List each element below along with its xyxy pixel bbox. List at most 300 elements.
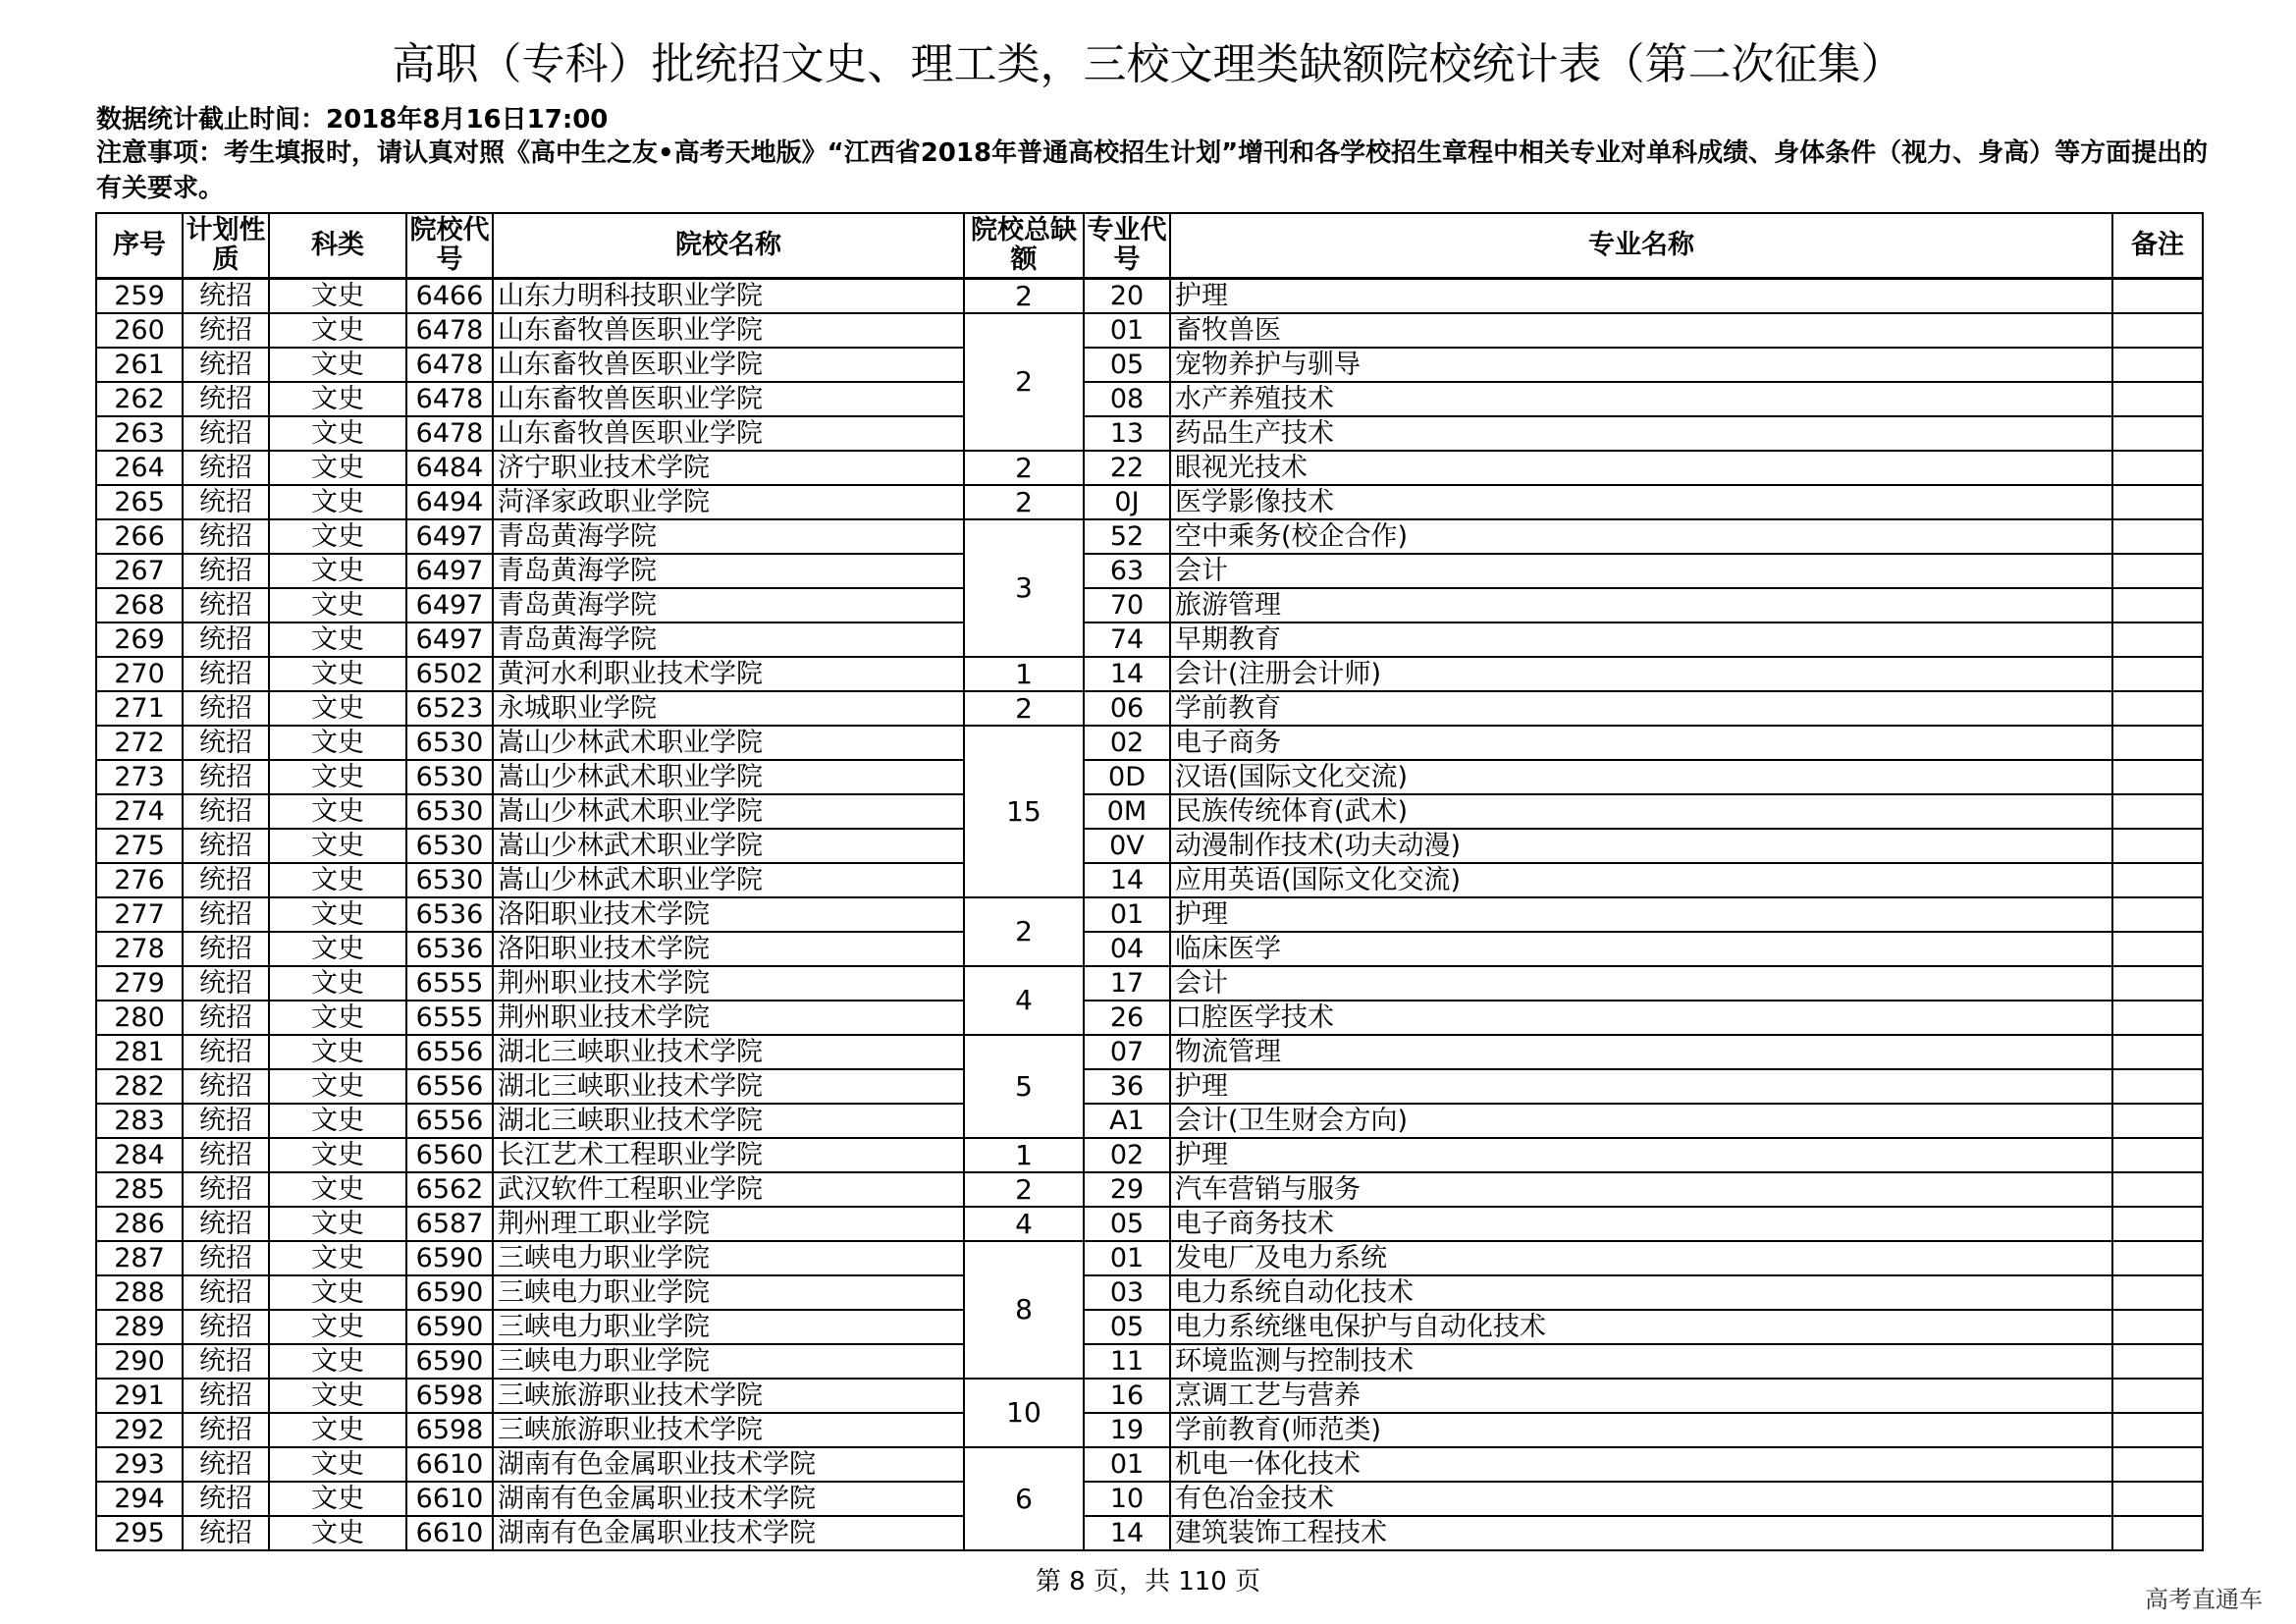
school-code: 6502 — [406, 657, 493, 691]
subject-category: 文史 — [269, 554, 406, 588]
school-total-shortfall: 2 — [964, 485, 1084, 519]
major-name: 医学影像技术 — [1170, 485, 2112, 519]
remarks-cell — [2112, 657, 2203, 691]
major-name: 空中乘务(校企合作) — [1170, 519, 2112, 554]
row-number: 270 — [96, 657, 183, 691]
school-name: 三峡电力职业学院 — [493, 1344, 964, 1379]
subject-category: 文史 — [269, 416, 406, 451]
header-cell: 院校名称 — [493, 213, 964, 279]
row-number: 279 — [96, 966, 183, 1001]
remarks-cell — [2112, 1241, 2203, 1275]
plan-type: 统招 — [183, 451, 269, 485]
subject-category: 文史 — [269, 1310, 406, 1344]
plan-type: 统招 — [183, 416, 269, 451]
school-name: 嵩山少林武术职业学院 — [493, 726, 964, 760]
watermark: 高考直通车 — [2145, 1586, 2263, 1613]
row-number: 284 — [96, 1138, 183, 1172]
shortfall-table — [95, 212, 2204, 1551]
plan-type: 统招 — [183, 932, 269, 966]
major-code: 02 — [1084, 1138, 1170, 1172]
plan-type: 统招 — [183, 863, 269, 897]
major-code: 14 — [1084, 863, 1170, 897]
table-row — [96, 1379, 2203, 1413]
school-total-shortfall: 5 — [964, 1035, 1084, 1138]
major-code: 20 — [1084, 279, 1170, 314]
subject-category: 文史 — [269, 588, 406, 623]
school-total-shortfall: 2 — [964, 897, 1084, 966]
major-code: 05 — [1084, 1310, 1170, 1344]
major-name: 物流管理 — [1170, 1035, 2112, 1069]
row-number: 280 — [96, 1001, 183, 1035]
row-number: 272 — [96, 726, 183, 760]
remarks-cell — [2112, 1275, 2203, 1310]
subject-category: 文史 — [269, 279, 406, 314]
major-name: 护理 — [1170, 897, 2112, 932]
remarks-cell — [2112, 1069, 2203, 1104]
row-number: 285 — [96, 1172, 183, 1207]
major-code: 05 — [1084, 1207, 1170, 1241]
header-cell: 科类 — [269, 213, 406, 279]
school-name: 山东畜牧兽医职业学院 — [493, 313, 964, 348]
major-code: 19 — [1084, 1413, 1170, 1447]
subject-category: 文史 — [269, 1207, 406, 1241]
subject-category: 文史 — [269, 657, 406, 691]
school-name: 荆州理工职业学院 — [493, 1207, 964, 1241]
subject-category: 文史 — [269, 313, 406, 348]
plan-type: 统招 — [183, 1275, 269, 1310]
major-code: 06 — [1084, 691, 1170, 726]
remarks-cell — [2112, 348, 2203, 382]
remarks-cell — [2112, 1344, 2203, 1379]
major-name: 旅游管理 — [1170, 588, 2112, 623]
table-row — [96, 313, 2203, 348]
table-row — [96, 1069, 2203, 1104]
major-code: 08 — [1084, 382, 1170, 416]
row-number: 273 — [96, 760, 183, 794]
school-total-shortfall: 10 — [964, 1379, 1084, 1447]
subject-category: 文史 — [269, 1379, 406, 1413]
school-name: 青岛黄海学院 — [493, 519, 964, 554]
subject-category: 文史 — [269, 623, 406, 657]
major-code: 0D — [1084, 760, 1170, 794]
table-row — [96, 1310, 2203, 1344]
row-number: 287 — [96, 1241, 183, 1275]
major-name: 护理 — [1170, 1138, 2112, 1172]
major-name: 电子商务 — [1170, 726, 2112, 760]
major-name: 会计(卫生财会方向) — [1170, 1104, 2112, 1138]
table-row — [96, 1207, 2203, 1241]
header-cell: 专业名称 — [1170, 213, 2112, 279]
plan-type: 统招 — [183, 1069, 269, 1104]
plan-type: 统招 — [183, 966, 269, 1001]
school-code: 6556 — [406, 1035, 493, 1069]
major-name: 学前教育 — [1170, 691, 2112, 726]
subject-category: 文史 — [269, 1172, 406, 1207]
school-code: 6555 — [406, 1001, 493, 1035]
plan-type: 统招 — [183, 1310, 269, 1344]
school-code: 6497 — [406, 623, 493, 657]
major-name: 动漫制作技术(功夫动漫) — [1170, 829, 2112, 863]
major-code: 03 — [1084, 1275, 1170, 1310]
plan-type: 统招 — [183, 1035, 269, 1069]
school-name: 荆州职业技术学院 — [493, 966, 964, 1001]
table-row — [96, 1344, 2203, 1379]
major-code: 14 — [1084, 1516, 1170, 1550]
subject-category: 文史 — [269, 829, 406, 863]
remarks-cell — [2112, 932, 2203, 966]
school-name: 湖南有色金属职业技术学院 — [493, 1516, 964, 1550]
remarks-cell — [2112, 1207, 2203, 1241]
school-name: 永城职业学院 — [493, 691, 964, 726]
school-name: 武汉软件工程职业学院 — [493, 1172, 964, 1207]
school-name: 湖北三峡职业技术学院 — [493, 1104, 964, 1138]
table-row — [96, 1447, 2203, 1482]
school-name: 湖北三峡职业技术学院 — [493, 1069, 964, 1104]
major-name: 口腔医学技术 — [1170, 1001, 2112, 1035]
major-code: 01 — [1084, 1241, 1170, 1275]
school-code: 6536 — [406, 897, 493, 932]
school-code: 6497 — [406, 519, 493, 554]
major-code: 10 — [1084, 1482, 1170, 1516]
remarks-cell — [2112, 554, 2203, 588]
school-name: 济宁职业技术学院 — [493, 451, 964, 485]
school-code: 6497 — [406, 554, 493, 588]
major-name: 烹调工艺与营养 — [1170, 1379, 2112, 1413]
plan-type: 统招 — [183, 1344, 269, 1379]
row-number: 292 — [96, 1413, 183, 1447]
major-name: 汽车营销与服务 — [1170, 1172, 2112, 1207]
subject-category: 文史 — [269, 794, 406, 829]
major-code: 04 — [1084, 932, 1170, 966]
plan-type: 统招 — [183, 657, 269, 691]
school-name: 嵩山少林武术职业学院 — [493, 829, 964, 863]
major-code: 26 — [1084, 1001, 1170, 1035]
subject-category: 文史 — [269, 1344, 406, 1379]
major-code: 07 — [1084, 1035, 1170, 1069]
remarks-cell — [2112, 1482, 2203, 1516]
plan-type: 统招 — [183, 1172, 269, 1207]
table-row — [96, 416, 2203, 451]
school-code: 6590 — [406, 1241, 493, 1275]
row-number: 261 — [96, 348, 183, 382]
plan-type: 统招 — [183, 1138, 269, 1172]
school-name: 湖北三峡职业技术学院 — [493, 1035, 964, 1069]
major-code: 70 — [1084, 588, 1170, 623]
school-name: 三峡旅游职业技术学院 — [493, 1413, 964, 1447]
plan-type: 统招 — [183, 382, 269, 416]
plan-type: 统招 — [183, 348, 269, 382]
school-code: 6478 — [406, 382, 493, 416]
school-code: 6484 — [406, 451, 493, 485]
major-code: 17 — [1084, 966, 1170, 1001]
plan-type: 统招 — [183, 1241, 269, 1275]
plan-type: 统招 — [183, 760, 269, 794]
school-name: 湖南有色金属职业技术学院 — [493, 1482, 964, 1516]
table-row — [96, 794, 2203, 829]
subject-category: 文史 — [269, 760, 406, 794]
plan-type: 统招 — [183, 588, 269, 623]
subject-category: 文史 — [269, 1035, 406, 1069]
major-name: 水产养殖技术 — [1170, 382, 2112, 416]
school-code: 6530 — [406, 794, 493, 829]
major-name: 环境监测与控制技术 — [1170, 1344, 2112, 1379]
subject-category: 文史 — [269, 691, 406, 726]
subject-category: 文史 — [269, 1241, 406, 1275]
major-name: 早期教育 — [1170, 623, 2112, 657]
row-number: 268 — [96, 588, 183, 623]
row-number: 293 — [96, 1447, 183, 1482]
school-total-shortfall: 1 — [964, 657, 1084, 691]
subject-category: 文史 — [269, 863, 406, 897]
major-code: 11 — [1084, 1344, 1170, 1379]
school-code: 6598 — [406, 1379, 493, 1413]
school-code: 6590 — [406, 1275, 493, 1310]
table-row — [96, 451, 2203, 485]
subject-category: 文史 — [269, 519, 406, 554]
school-name: 湖南有色金属职业技术学院 — [493, 1447, 964, 1482]
row-number: 260 — [96, 313, 183, 348]
remarks-cell — [2112, 897, 2203, 932]
remarks-cell — [2112, 416, 2203, 451]
table-row — [96, 382, 2203, 416]
subject-category: 文史 — [269, 1482, 406, 1516]
school-code: 6466 — [406, 279, 493, 314]
school-code: 6598 — [406, 1413, 493, 1447]
table-row — [96, 1241, 2203, 1275]
plan-type: 统招 — [183, 691, 269, 726]
row-number: 295 — [96, 1516, 183, 1550]
row-number: 271 — [96, 691, 183, 726]
plan-type: 统招 — [183, 1413, 269, 1447]
row-number: 283 — [96, 1104, 183, 1138]
school-code: 6556 — [406, 1069, 493, 1104]
subject-category: 文史 — [269, 348, 406, 382]
remarks-cell — [2112, 1447, 2203, 1482]
plan-type: 统招 — [183, 1104, 269, 1138]
table-row — [96, 279, 2203, 314]
major-code: 74 — [1084, 623, 1170, 657]
school-total-shortfall: 15 — [964, 726, 1084, 897]
remarks-cell — [2112, 1138, 2203, 1172]
row-number: 263 — [96, 416, 183, 451]
subject-category: 文史 — [269, 485, 406, 519]
remarks-cell — [2112, 760, 2203, 794]
row-number: 294 — [96, 1482, 183, 1516]
plan-type: 统招 — [183, 485, 269, 519]
table-row — [96, 1035, 2203, 1069]
subject-category: 文史 — [269, 1069, 406, 1104]
major-name: 有色冶金技术 — [1170, 1482, 2112, 1516]
school-total-shortfall: 2 — [964, 279, 1084, 314]
remarks-cell — [2112, 1413, 2203, 1447]
header-cell: 专业代号 — [1084, 213, 1170, 279]
school-name: 青岛黄海学院 — [493, 588, 964, 623]
school-code: 6536 — [406, 932, 493, 966]
school-name: 三峡电力职业学院 — [493, 1241, 964, 1275]
row-number: 276 — [96, 863, 183, 897]
plan-type: 统招 — [183, 1207, 269, 1241]
major-name: 畜牧兽医 — [1170, 313, 2112, 348]
plan-type: 统招 — [183, 1001, 269, 1035]
major-code: 05 — [1084, 348, 1170, 382]
remarks-cell — [2112, 623, 2203, 657]
major-code: 14 — [1084, 657, 1170, 691]
school-code: 6610 — [406, 1447, 493, 1482]
subject-category: 文史 — [269, 1104, 406, 1138]
remarks-cell — [2112, 279, 2203, 314]
school-code: 6494 — [406, 485, 493, 519]
subject-category: 文史 — [269, 451, 406, 485]
table-row — [96, 588, 2203, 623]
row-number: 282 — [96, 1069, 183, 1104]
major-code: 0M — [1084, 794, 1170, 829]
row-number: 286 — [96, 1207, 183, 1241]
major-name: 会计(注册会计师) — [1170, 657, 2112, 691]
school-name: 嵩山少林武术职业学院 — [493, 760, 964, 794]
table-row — [96, 485, 2203, 519]
table-row — [96, 897, 2203, 932]
plan-type: 统招 — [183, 1379, 269, 1413]
school-code: 6478 — [406, 348, 493, 382]
subject-category: 文史 — [269, 932, 406, 966]
plan-type: 统招 — [183, 829, 269, 863]
plan-type: 统招 — [183, 313, 269, 348]
table-row — [96, 554, 2203, 588]
school-total-shortfall: 4 — [964, 966, 1084, 1035]
row-number: 291 — [96, 1379, 183, 1413]
remarks-cell — [2112, 863, 2203, 897]
row-number: 277 — [96, 897, 183, 932]
header-cell: 院校总缺额 — [964, 213, 1084, 279]
major-code: 02 — [1084, 726, 1170, 760]
notes: 注意事项：考生填报时，请认真对照《高中生之友•高考天地版》“江西省2018年普通高校招生计划”增刊和各学校招生章程中相关专业对单科成绩、身体条件（视力、身高）等方面提出的有关要求。 — [96, 138, 2209, 203]
plan-type: 统招 — [183, 554, 269, 588]
school-name: 菏泽家政职业学院 — [493, 485, 964, 519]
table-row — [96, 863, 2203, 897]
major-code: 0J — [1084, 485, 1170, 519]
school-total-shortfall: 3 — [964, 519, 1084, 657]
table-row — [96, 691, 2203, 726]
major-name: 电力系统继电保护与自动化技术 — [1170, 1310, 2112, 1344]
major-name: 会计 — [1170, 554, 2112, 588]
subject-category: 文史 — [269, 1413, 406, 1447]
row-number: 269 — [96, 623, 183, 657]
remarks-cell — [2112, 829, 2203, 863]
row-number: 288 — [96, 1275, 183, 1310]
subject-category: 文史 — [269, 1275, 406, 1310]
remarks-cell — [2112, 966, 2203, 1001]
table-row — [96, 1275, 2203, 1310]
school-total-shortfall: 2 — [964, 1172, 1084, 1207]
subject-category: 文史 — [269, 1516, 406, 1550]
school-total-shortfall: 1 — [964, 1138, 1084, 1172]
remarks-cell — [2112, 313, 2203, 348]
subject-category: 文史 — [269, 1447, 406, 1482]
remarks-cell — [2112, 485, 2203, 519]
major-code: 13 — [1084, 416, 1170, 451]
remarks-cell — [2112, 726, 2203, 760]
remarks-cell — [2112, 588, 2203, 623]
header-cell: 院校代号 — [406, 213, 493, 279]
plan-type: 统招 — [183, 897, 269, 932]
remarks-cell — [2112, 1516, 2203, 1550]
page-title: 高职（专科）批统招文史、理工类，三校文理类缺额院校统计表（第二次征集） — [392, 39, 1904, 89]
school-name: 嵩山少林武术职业学院 — [493, 794, 964, 829]
table-row — [96, 657, 2203, 691]
remarks-cell — [2112, 691, 2203, 726]
school-total-shortfall: 2 — [964, 451, 1084, 485]
row-number: 289 — [96, 1310, 183, 1344]
school-name: 山东畜牧兽医职业学院 — [493, 348, 964, 382]
school-name: 黄河水利职业技术学院 — [493, 657, 964, 691]
table-row — [96, 1138, 2203, 1172]
table-row — [96, 1172, 2203, 1207]
table-header-row — [96, 213, 2203, 279]
school-code: 6610 — [406, 1482, 493, 1516]
school-code: 6530 — [406, 726, 493, 760]
major-name: 护理 — [1170, 1069, 2112, 1104]
major-name: 民族传统体育(武术) — [1170, 794, 2112, 829]
header-cell: 序号 — [96, 213, 183, 279]
plan-type: 统招 — [183, 1516, 269, 1550]
major-name: 机电一体化技术 — [1170, 1447, 2112, 1482]
remarks-cell — [2112, 1035, 2203, 1069]
school-code: 6478 — [406, 313, 493, 348]
table-row — [96, 519, 2203, 554]
school-name: 荆州职业技术学院 — [493, 1001, 964, 1035]
school-total-shortfall: 6 — [964, 1447, 1084, 1550]
major-name: 电力系统自动化技术 — [1170, 1275, 2112, 1310]
subject-category: 文史 — [269, 1138, 406, 1172]
major-code: 01 — [1084, 897, 1170, 932]
remarks-cell — [2112, 1310, 2203, 1344]
table-body — [96, 279, 2203, 1551]
school-name: 山东力明科技职业学院 — [493, 279, 964, 314]
major-code: 22 — [1084, 451, 1170, 485]
table-row — [96, 1413, 2203, 1447]
table-row — [96, 829, 2203, 863]
remarks-cell — [2112, 451, 2203, 485]
remarks-cell — [2112, 1379, 2203, 1413]
row-number: 278 — [96, 932, 183, 966]
school-total-shortfall: 4 — [964, 1207, 1084, 1241]
school-name: 洛阳职业技术学院 — [493, 932, 964, 966]
school-name: 青岛黄海学院 — [493, 623, 964, 657]
remarks-cell — [2112, 794, 2203, 829]
subject-category: 文史 — [269, 1001, 406, 1035]
school-name: 山东畜牧兽医职业学院 — [493, 382, 964, 416]
row-number: 281 — [96, 1035, 183, 1069]
major-code: 0V — [1084, 829, 1170, 863]
school-code: 6478 — [406, 416, 493, 451]
school-code: 6530 — [406, 863, 493, 897]
table-row — [96, 932, 2203, 966]
school-code: 6530 — [406, 760, 493, 794]
subject-category: 文史 — [269, 966, 406, 1001]
table-row — [96, 348, 2203, 382]
remarks-cell — [2112, 1001, 2203, 1035]
row-number: 266 — [96, 519, 183, 554]
table-row — [96, 760, 2203, 794]
major-code: 36 — [1084, 1069, 1170, 1104]
plan-type: 统招 — [183, 794, 269, 829]
plan-type: 统招 — [183, 623, 269, 657]
plan-type: 统招 — [183, 1447, 269, 1482]
major-name: 学前教育(师范类) — [1170, 1413, 2112, 1447]
school-code: 6562 — [406, 1172, 493, 1207]
school-code: 6555 — [406, 966, 493, 1001]
school-name: 嵩山少林武术职业学院 — [493, 863, 964, 897]
